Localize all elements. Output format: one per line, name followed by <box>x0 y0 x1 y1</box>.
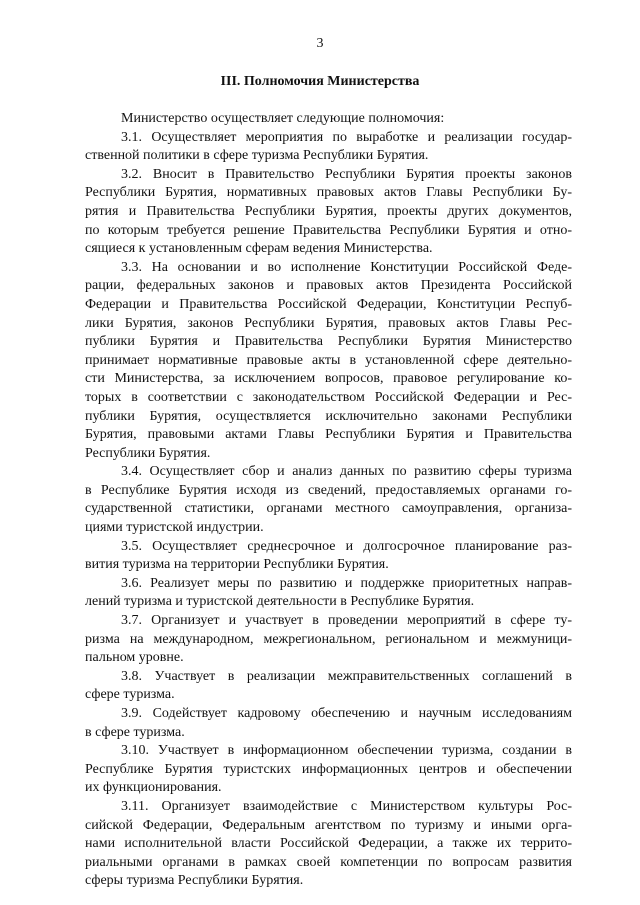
text-line: в сфере туризма. <box>85 724 185 740</box>
text-line: 3.11. Организует взаимодействие с Министерством культуры Рос- <box>121 798 572 814</box>
text-line: сфере туризма. <box>85 687 175 703</box>
paragraph <box>85 110 572 129</box>
text-line: 3.3. На основании и во исполнение Конституции Российской Феде- <box>121 259 572 275</box>
text-line: сударственной статистики, органами местного самоуправления, организа- <box>85 501 572 517</box>
text-line: 3.2. Вносит в Правительство Республики Бурятия проекты законов <box>121 166 572 182</box>
paragraph <box>85 538 572 575</box>
paragraph <box>85 259 572 464</box>
paragraph <box>85 742 572 798</box>
text-line: 3.10. Участвует в информационном обеспечении туризма, создании в <box>121 743 572 759</box>
text-line: Федерации и Правительства Российской Федерации, Конституции Респуб- <box>85 296 572 312</box>
text-line: 3.9. Содействует кадровому обеспечению и научным исследованиям <box>121 706 572 721</box>
text-line: ственной политики в сфере туризма Республики Бурятия. <box>85 148 429 164</box>
text-line: торых в соответствии с законодательством Российской Федерации и Рес- <box>85 389 572 405</box>
paragraph <box>85 463 572 537</box>
paragraph <box>85 575 572 612</box>
paragraph <box>85 668 572 705</box>
text-line: 3.4. Осуществляет сбор и анализ данных по развитию сферы туризма <box>121 464 572 480</box>
paragraph <box>85 705 572 742</box>
text-line: сти Министерства, за исключением вопросов, правовое регулирование ко- <box>85 371 572 387</box>
text-line: публики Бурятия и Правительства Республики Бурятия Министерство <box>85 334 572 350</box>
paragraph <box>85 129 572 166</box>
page-number: 3 <box>316 36 324 51</box>
paragraph <box>85 166 572 259</box>
text-line: сийской Федерации, Федеральным агентством по туризму и иными орга- <box>85 817 572 833</box>
text-line: рятия и Правительства Республики Бурятия, проекты других документов, <box>85 203 572 219</box>
text-line: нами исполнительной власти Российской Федерации, а также их террито- <box>85 836 572 852</box>
text-line: риальными органами в рамках своей компетенции по вопросам развития <box>85 854 572 870</box>
text-line: Министерство осуществляет следующие полномочия: <box>121 111 445 126</box>
text-line: публики Бурятия, осуществляется исключительно законами Республики <box>85 408 572 424</box>
text-line: в Республике Бурятия исходя из сведений, предоставляемых органами го- <box>85 482 572 498</box>
text-line: пальном уровне. <box>85 650 184 666</box>
text-line: 3.6. Реализует меры по развитию и поддержке приоритетных направ- <box>121 575 572 591</box>
text-line: вития туризма на территории Республики Бурятия. <box>85 557 389 573</box>
text-line: 3.5. Осуществляет среднесрочное и долгосрочное планирование раз- <box>121 538 572 554</box>
text-line: циями туристской индустрии. <box>85 520 264 536</box>
text-line: по которым требуется решение Правительства Республики Бурятия и отно- <box>85 222 572 238</box>
text-line: 3.1. Осуществляет мероприятия по выработке и реализации государ- <box>121 129 572 145</box>
text-line: их функционирования. <box>85 780 222 796</box>
text-line: 3.7. Организует и участвует в проведении мероприятий в сфере ту- <box>121 613 572 629</box>
text-line: Республике Бурятия туристских информационных центров и обеспечении <box>85 761 572 777</box>
text-line: принимает нормативные правовые акты в установленной сфере деятельно- <box>85 352 572 368</box>
section-title: III. Полномочия Министерства <box>220 74 420 89</box>
text-line: лений туризма и туристской деятельности в Республике Бурятия. <box>85 594 475 610</box>
paragraph <box>85 612 572 668</box>
document-body <box>85 110 572 891</box>
text-line: Бурятия, правовыми актами Главы Республики Бурятия и Правительства <box>85 427 572 443</box>
text-line: ризма на международном, межрегиональном, региональном и межмуници- <box>85 631 572 647</box>
text-line: сферы туризма Республики Бурятия. <box>85 873 304 889</box>
text-line: Республики Бурятия. <box>85 445 211 461</box>
text-line: сящиеся к установленным сферам ведения Министерства. <box>85 241 433 257</box>
paragraph <box>85 798 572 891</box>
text-line: рации, федеральных законов и правовых актов Президента Российской <box>85 278 572 294</box>
text-line: Республики Бурятия, нормативных правовых актов Главы Республики Бу- <box>85 185 572 201</box>
text-line: лики Бурятия, законов Республики Бурятия, правовых актов Главы Рес- <box>85 315 572 331</box>
text-line: 3.8. Участвует в реализации межправительственных соглашений в <box>121 668 572 684</box>
